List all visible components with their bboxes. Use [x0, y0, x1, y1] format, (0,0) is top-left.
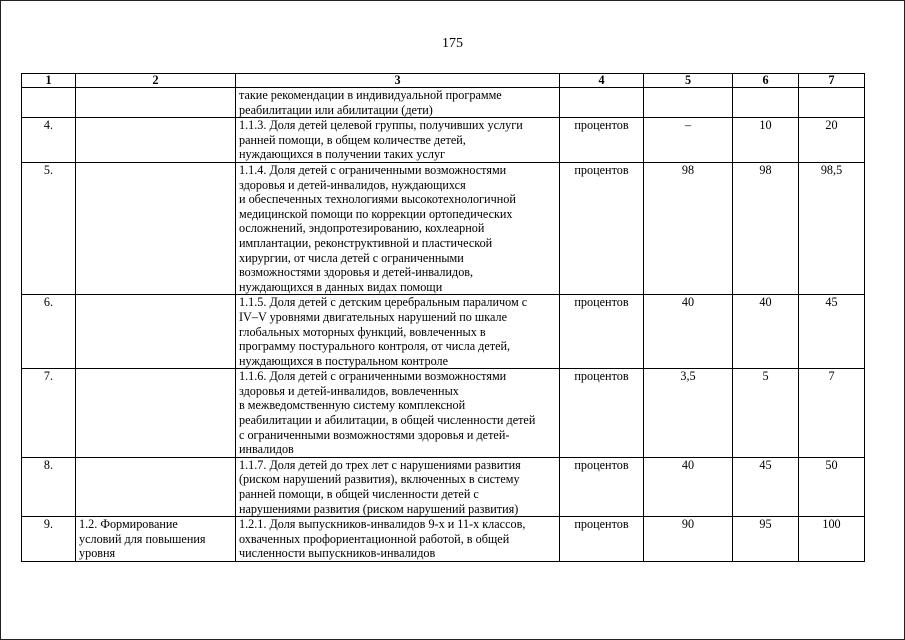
task-cell: [76, 118, 236, 163]
unit-cell: [560, 88, 644, 118]
row-number: 5.: [22, 162, 76, 294]
value-cell: 50: [799, 457, 865, 516]
indicator-cell: 1.1.4. Доля детей с ограниченными возможностями здоровья и детей-инвалидов, нуждающихся и обеспеченных технологиями высокотехнологичной медицинской помощи по коррекции ортопедических осложнений, эндопротезированию, кохлеарной имплантации, реконструктивной и пластической хирургии, от числа детей с ограниченными возможностями здоровья и детей-инвалидов, нуждающихся в данных видах помощи: [236, 162, 560, 294]
row-number: 7.: [22, 369, 76, 458]
table-row: [22, 457, 865, 516]
unit-cell: процентов: [560, 369, 644, 458]
indicators-table: [21, 73, 865, 562]
value-cell: 40: [644, 457, 733, 516]
task-cell: [76, 295, 236, 369]
header-cell: 2: [76, 74, 236, 88]
value-cell: [644, 88, 733, 118]
value-cell: 98: [733, 162, 799, 294]
header-cell: 7: [799, 74, 865, 88]
indicator-cell: 1.1.6. Доля детей с ограниченными возможностями здоровья и детей-инвалидов, вовлеченных в межведомственную систему комплексной реабилитации и абилитации, в общей численности детей с ограниченными возможностями здоровья и детей- инвалидов: [236, 369, 560, 458]
value-cell: 5: [733, 369, 799, 458]
row-number: 8.: [22, 457, 76, 516]
value-cell: 40: [644, 295, 733, 369]
unit-cell: процентов: [560, 457, 644, 516]
task-cell: [76, 88, 236, 118]
table-row: [22, 162, 865, 294]
value-cell: 7: [799, 369, 865, 458]
table-row: [22, 369, 865, 458]
unit-cell: процентов: [560, 295, 644, 369]
table-row: [22, 88, 865, 118]
value-cell: –: [644, 118, 733, 163]
unit-cell: процентов: [560, 118, 644, 163]
indicator-cell: 1.2.1. Доля выпускников-инвалидов 9-х и 11-х классов, охваченных профориентационной работой, в общей численности выпускников-инвалидов: [236, 517, 560, 562]
table-header-row: [22, 74, 865, 88]
task-cell: [76, 369, 236, 458]
header-cell: 4: [560, 74, 644, 88]
row-number: 4.: [22, 118, 76, 163]
header-cell: 6: [733, 74, 799, 88]
unit-cell: процентов: [560, 517, 644, 562]
indicator-cell: такие рекомендации в индивидуальной программе реабилитации или абилитации (дети): [236, 88, 560, 118]
header-cell: 1: [22, 74, 76, 88]
table-row: [22, 118, 865, 163]
indicator-cell: 1.1.5. Доля детей с детским церебральным параличом с IV–V уровнями двигательных нарушений по шкале глобальных моторных функций, вовлеченных в программу постурального контроля, от числа детей, нуждающихся в постуральном контроле: [236, 295, 560, 369]
task-cell: [76, 457, 236, 516]
value-cell: 10: [733, 118, 799, 163]
value-cell: [799, 88, 865, 118]
row-number: 9.: [22, 517, 76, 562]
page-number: 175: [442, 36, 463, 51]
unit-cell: процентов: [560, 162, 644, 294]
table-row: [22, 517, 865, 562]
header-cell: 5: [644, 74, 733, 88]
indicator-cell: 1.1.3. Доля детей целевой группы, получивших услуги ранней помощи, в общем количестве детей, нуждающихся в получении таких услуг: [236, 118, 560, 163]
value-cell: 45: [733, 457, 799, 516]
value-cell: [733, 88, 799, 118]
task-cell: 1.2. Формирование условий для повышения уровня: [76, 517, 236, 562]
value-cell: 90: [644, 517, 733, 562]
value-cell: 40: [733, 295, 799, 369]
header-cell: 3: [236, 74, 560, 88]
table-row: [22, 295, 865, 369]
value-cell: 98,5: [799, 162, 865, 294]
task-cell: [76, 162, 236, 294]
value-cell: 3,5: [644, 369, 733, 458]
value-cell: 45: [799, 295, 865, 369]
row-number: [22, 88, 76, 118]
row-number: 6.: [22, 295, 76, 369]
value-cell: 20: [799, 118, 865, 163]
value-cell: 100: [799, 517, 865, 562]
value-cell: 95: [733, 517, 799, 562]
indicator-cell: 1.1.7. Доля детей до трех лет с нарушениями развития (риском нарушений развития), включенных в систему ранней помощи, в общей численности детей с нарушениями развития (риском нарушений развития): [236, 457, 560, 516]
value-cell: 98: [644, 162, 733, 294]
